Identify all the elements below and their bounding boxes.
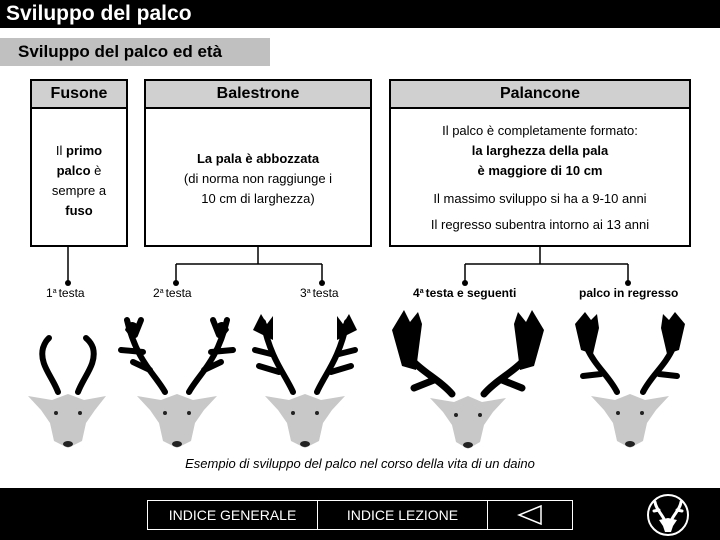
- stage-title-palancone: Palancone: [391, 81, 689, 109]
- head-label-3: [300, 286, 339, 300]
- text: Il: [55, 143, 66, 158]
- head-label-4: [413, 286, 516, 300]
- head-label-2: [153, 286, 192, 300]
- ordinal-suffix: a: [306, 288, 311, 295]
- back-button[interactable]: [487, 500, 573, 530]
- indice-generale-button[interactable]: INDICE GENERALE: [147, 500, 318, 530]
- text-bold: primo: [66, 143, 103, 158]
- text: è: [90, 163, 102, 178]
- left-triangle-icon: [515, 504, 545, 526]
- deer-head-3-illustration: [245, 310, 365, 455]
- stage-title-fusone: Fusone: [32, 81, 126, 109]
- label-text: testa: [312, 286, 339, 300]
- label-text: palco in regresso: [579, 286, 679, 300]
- text: (di norma non raggiunge i: [183, 171, 333, 186]
- text-bold: palco: [56, 163, 91, 178]
- text: Il palco è completamente formato:: [442, 123, 638, 138]
- deer-head-2-illustration: [115, 310, 240, 455]
- ordinal-number: 4: [413, 286, 420, 300]
- text-bold: la larghezza della pala: [471, 143, 609, 158]
- indice-lezione-button[interactable]: INDICE LEZIONE: [317, 500, 488, 530]
- ordinal-number: 2: [153, 286, 160, 300]
- text-bold: fuso: [65, 203, 93, 218]
- head-label-1: [46, 286, 85, 300]
- deer-head-4-illustration: [388, 310, 548, 455]
- text: 10 cm di larghezza): [201, 191, 315, 206]
- ordinal-suffix: a: [159, 288, 164, 295]
- text: Il massimo sviluppo si ha a 9-10 anni: [433, 191, 647, 206]
- deer-head-1-illustration: [22, 310, 112, 455]
- text: Il regresso subentra intorno ai 13 anni: [430, 217, 650, 232]
- text: sempre a: [51, 183, 107, 198]
- deer-logo-icon[interactable]: [645, 493, 691, 537]
- label-text: testa: [165, 286, 192, 300]
- head-label-5: [579, 286, 678, 300]
- label-text: testa e seguenti: [425, 286, 517, 300]
- ordinal-number: 3: [300, 286, 307, 300]
- label-text: testa: [58, 286, 85, 300]
- stage-title-balestrone: Balestrone: [146, 81, 370, 109]
- page-title: Sviluppo del palco: [0, 0, 720, 28]
- ordinal-number: 1: [46, 286, 53, 300]
- figure-caption: Esempio di sviluppo del palco nel corso della vita di un daino: [185, 456, 535, 471]
- section-subtitle: Sviluppo del palco ed età: [0, 38, 270, 66]
- text-bold: è maggiore di 10 cm: [477, 163, 603, 178]
- ordinal-suffix: a: [419, 288, 424, 295]
- ordinal-suffix: a: [52, 288, 57, 295]
- text-bold: La pala è abbozzata: [196, 151, 320, 166]
- deer-head-5-illustration: [565, 310, 695, 455]
